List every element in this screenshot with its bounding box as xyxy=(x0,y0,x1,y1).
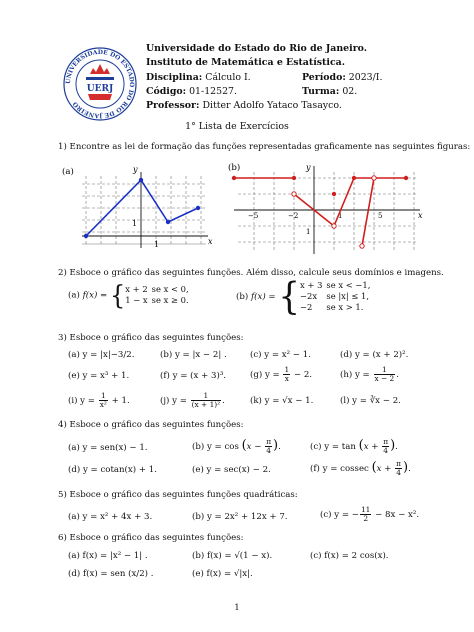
svg-text:y: y xyxy=(133,165,138,174)
university-name: Universidade do Estado do Rio de Janeiro. xyxy=(146,43,367,54)
q3-item-h: (h) y = $\frac{1}{x - 2}$ . xyxy=(340,365,399,383)
discipline-row: Disciplina: Cálculo I. xyxy=(146,72,251,83)
q3-item-f: (f) y = (x + 3)³. xyxy=(160,371,226,381)
fig-a-label: (a) xyxy=(62,167,74,177)
page-number: 1 xyxy=(234,603,240,613)
code-row: Código: 01-12527. xyxy=(146,86,237,97)
svg-text:x: x xyxy=(418,211,423,220)
q4-item-b: (b) y = cos (x − $\frac{\pi}{4}$ ). xyxy=(192,437,281,455)
fig-b-label: (b) xyxy=(228,163,241,173)
q4-item-c: (c) y = tan (x + $\frac{\pi}{4}$ ). xyxy=(310,437,398,455)
q3-item-e: (e) y = x³ + 1. xyxy=(68,371,130,381)
q3-text: 3) Esboce o gráfico das seguintes funções: xyxy=(58,333,244,343)
q1-text: 1) Encontre as lei de formação das funções representadas graficamente nas seguintes figuras: xyxy=(58,142,471,152)
q6-item-a: (a) f(x) = |x² − 1| . xyxy=(68,551,148,561)
q2-item-a: (a) f(x) = { x + 2 se x < 0, 1 − x se x ≥ 0. xyxy=(68,279,189,311)
q4-item-d: (d) y = cotan(x) + 1. xyxy=(68,465,157,475)
svg-text:1: 1 xyxy=(154,240,160,249)
svg-text:y: y xyxy=(306,163,311,172)
q5-item-b: (b) y = 2x² + 12x + 7. xyxy=(192,512,288,522)
q3-item-c: (c) y = x² − 1. xyxy=(250,350,311,360)
q6-text: 6) Esboce o gráfico das seguintes funções: xyxy=(58,533,244,543)
svg-text:1: 1 xyxy=(338,212,343,220)
logo-text: UERJ xyxy=(86,84,114,94)
q5-item-a: (a) y = x² + 4x + 3. xyxy=(68,512,153,522)
q3-item-i: (i) y = $\frac{1}{\text{x²}}$ + 1. xyxy=(68,391,130,409)
q6-item-d: (d) f(x) = sen (x/2) . xyxy=(68,569,154,579)
q3-item-b: (b) y = |x − 2| . xyxy=(160,350,227,360)
svg-text:x: x xyxy=(208,237,213,246)
q4-item-e: (e) y = sec(x) − 2. xyxy=(192,465,271,475)
q6-item-e: (e) f(x) = √|x|. xyxy=(192,569,253,579)
svg-text:−2: −2 xyxy=(288,212,299,220)
q6-item-b: (b) f(x) = √(1 − x). xyxy=(192,551,273,561)
q4-item-a: (a) y = sen(x) − 1. xyxy=(68,443,148,453)
professor-row: Professor: Ditter Adolfo Yataco Tasayco. xyxy=(146,100,342,111)
uerj-logo xyxy=(60,44,140,124)
svg-text:1: 1 xyxy=(132,219,138,228)
period-row: Período: 2023/I. xyxy=(302,72,383,83)
logo-ring-text: UNIVERSIDADE DO ESTADO DO RIO DE JANEIRO xyxy=(64,48,136,120)
q4-text: 4) Esboce o gráfico das seguintes funções: xyxy=(58,420,244,430)
q3-item-j: (j) y = $\frac{1}{\text{(x + 1)²}}$ . xyxy=(160,391,225,409)
q3-item-l: (l) y = ∛x − 2. xyxy=(340,396,401,406)
q3-item-k: (k) y = √x − 1. xyxy=(250,396,314,406)
svg-text:5: 5 xyxy=(378,212,383,220)
q3-item-g: (g) y = $\frac{1}{x}$ − 2. xyxy=(250,365,313,383)
class-row: Turma: 02. xyxy=(302,86,358,97)
q5-item-c: (c) y = − $\frac{11}{2}$ − 8x − x². xyxy=(320,505,420,523)
figure-a xyxy=(58,158,218,258)
q2-item-b: (b) f(x) = { x + 3 se x < −1, −2x se |x| ≤ 1, −2 se x > 1. xyxy=(236,274,371,319)
svg-text:1: 1 xyxy=(306,228,311,236)
figure-b xyxy=(226,158,426,258)
q3-item-a: (a) y = |x|−3/2. xyxy=(68,350,135,360)
q6-item-c: (c) f(x) = 2 cos(x). xyxy=(310,551,389,561)
q2-text: 2) Esboce o gráfico das seguintes funções. Além disso, calcule seus domínios e imagens. xyxy=(58,268,444,278)
page-title: 1° Lista de Exercícios xyxy=(185,121,289,132)
svg-text:−5: −5 xyxy=(248,212,259,220)
q4-item-f: (f) y = cossec (x + $\frac{\pi}{4}$ ). xyxy=(310,459,411,477)
institute-name: Instituto de Matemática e Estatística. xyxy=(146,57,345,68)
q5-text: 5) Esboce o gráfico das seguintes funções quadráticas: xyxy=(58,490,298,500)
q3-item-d: (d) y = (x + 2)². xyxy=(340,350,409,360)
